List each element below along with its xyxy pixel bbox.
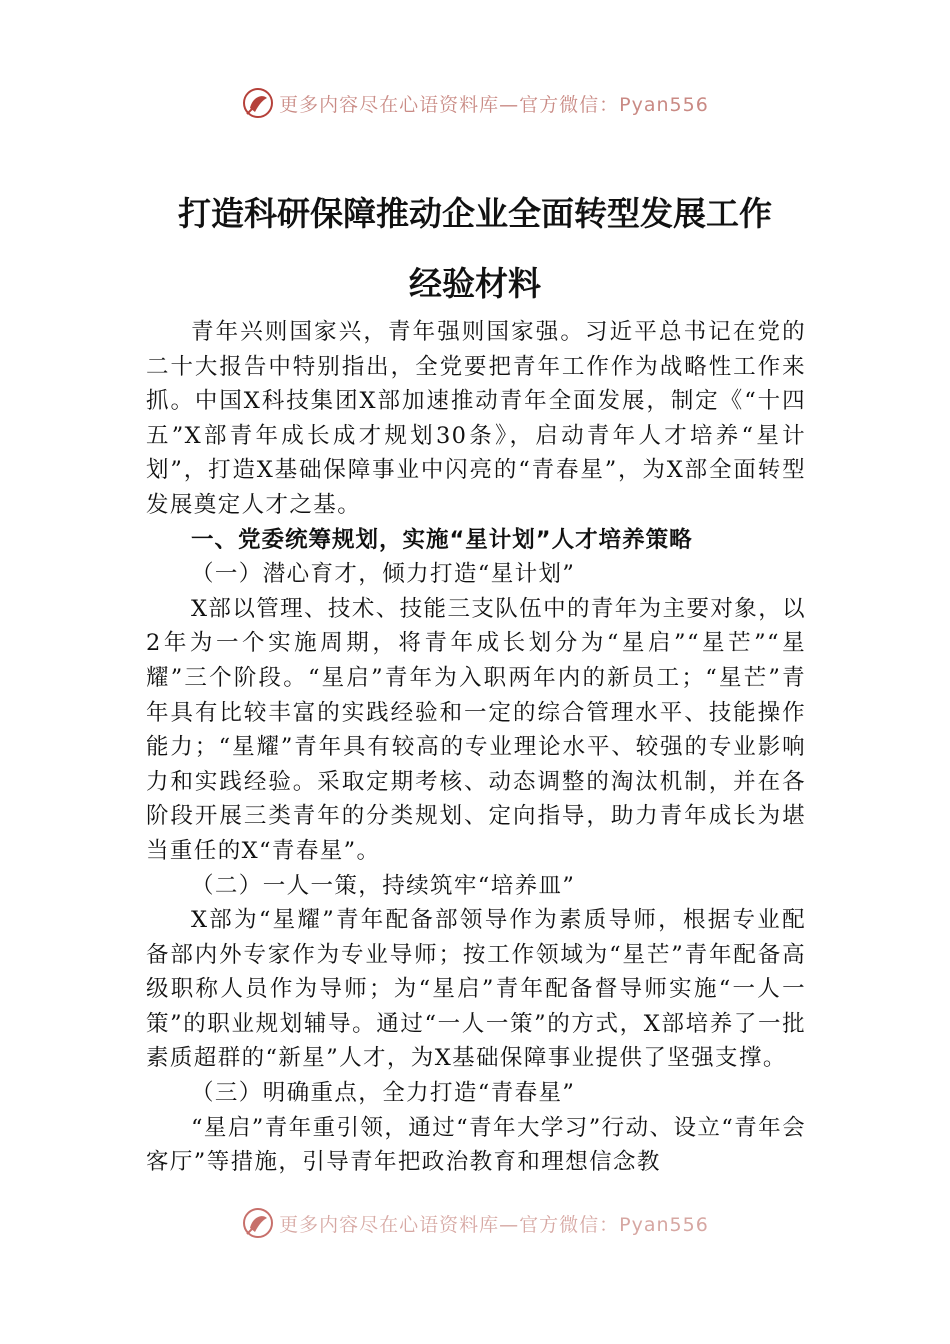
intro-paragraph: 青年兴则国家兴，青年强则国家强。习近平总书记在党的二十大报告中特别指出，全党要把青年工作作为战略性工作来抓。中国X科技集团X部加速推动青年全面发展，制定《“十四五”X部青年成长成才规划30条》，启动青年人才培养“星计划”，打造X基础保障事业中闪亮的“青春星”，为X部全面转型发展奠定人才之基。 [146, 319, 806, 518]
brand-logo-icon [241, 1206, 275, 1240]
document-title-line2: 经验材料 [409, 264, 541, 303]
watermark-footer [0, 1206, 950, 1240]
brand-logo-icon [241, 86, 275, 120]
subsection3-paragraph: “星启”青年重引领，通过“青年大学习”行动、设立“青年会客厅”等措施，引导青年把政治教育和理想信念教 [146, 1114, 806, 1176]
document-title-line1: 打造科研保障推动企业全面转型发展工作 [178, 194, 772, 233]
watermark-header [0, 86, 950, 120]
subsection3-heading: （三）明确重点，全力打造“青春星” [191, 1080, 576, 1107]
document-body [146, 315, 806, 1180]
subsection1-heading: （一）潜心育才，倾力打造“星计划” [191, 561, 576, 588]
section1-heading: 一、党委统筹规划，实施“星计划”人才培养策略 [191, 526, 693, 553]
subsection2-paragraph: X部为“星耀”青年配备部领导作为素质导师，根据专业配备部内外专家作为专业导师；按工作领域为“星芒”青年配备高级职称人员作为导师；为“星启”青年配备督导师实施“一人一策”的职业规划辅导。通过“一人一策”的方式，X部培养了一批素质超群的“新星”人才，为X基础保障事业提供了坚强支撑。 [146, 907, 806, 1072]
watermark-text: 更多内容尽在心语资料库—官方微信：Pyan556 [279, 93, 709, 116]
subsection2-heading: （二）一人一策，持续筑牢“培养皿” [191, 872, 576, 899]
watermark-text: 更多内容尽在心语资料库—官方微信：Pyan556 [279, 1213, 709, 1236]
subsection1-paragraph: X部以管理、技术、技能三支队伍中的青年为主要对象，以2年为一个实施周期，将青年成长划分为“星启”“星芒”“星耀”三个阶段。“星启”青年为入职两年内的新员工；“星芒”青年具有比较丰富的实践经验和一定的综合管理水平、技能操作能力；“星耀”青年具有较高的专业理论水平、较强的专业影响力和实践经验。采取定期考核、动态调整的淘汰机制，并在各阶段开展三类青年的分类规划、定向指导，助力青年成长为堪当重任的X“青春星”。 [146, 595, 806, 864]
